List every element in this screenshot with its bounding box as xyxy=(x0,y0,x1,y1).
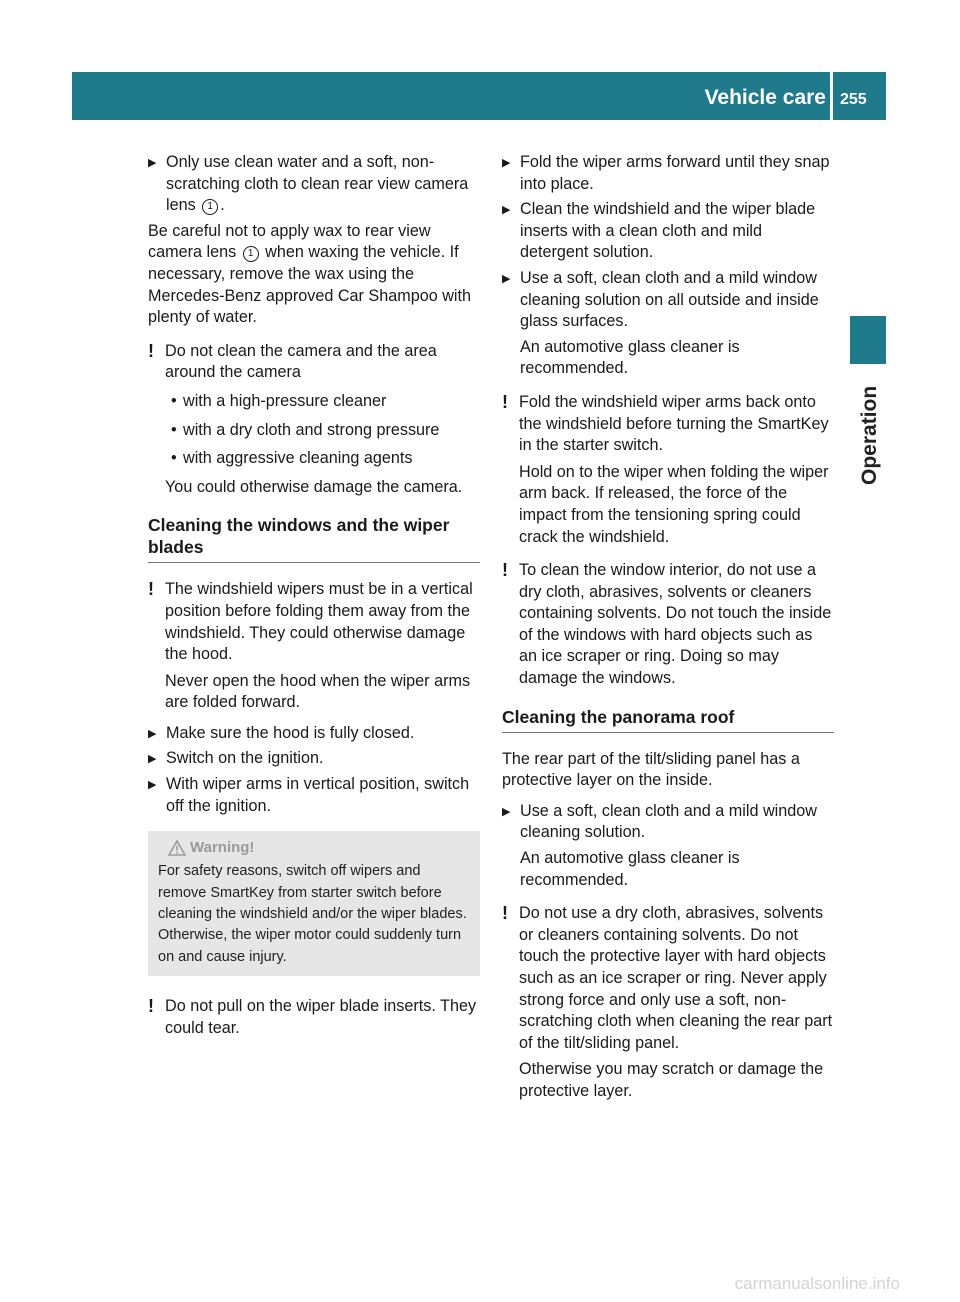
note-wiper-position: ! The windshield wipers must be in a vertical position before folding them away from the windshield. They could otherwise damage the hood. Never open the hood when the wiper arms are folded forward. xyxy=(148,579,473,712)
list-item: • with a high-pressure cleaner xyxy=(171,391,387,410)
side-tab-marker xyxy=(850,316,886,364)
step-vertical-position: ▶ With wiper arms in vertical position, switch off the ignition. xyxy=(148,775,470,815)
step-arrow-icon: ▶ xyxy=(502,157,511,169)
step-arrow-icon: ▶ xyxy=(148,753,157,766)
step-arrow-icon: ▶ xyxy=(502,272,511,285)
caution-icon: ! xyxy=(148,996,154,1017)
note-window-interior: ! To clean the window interior, do not use a dry cloth, abrasives, solvents or cleaners containing solvents. Do not touch the inside of the windows with hard objects such as an ice scraper or ring. Doing so may damage the windows. xyxy=(502,560,832,688)
section-heading-roof: Cleaning the panorama roof xyxy=(502,706,834,733)
caution-icon: ! xyxy=(502,903,508,924)
step-arrow-icon: ▶ xyxy=(502,204,511,217)
left-column xyxy=(148,152,480,1048)
caution-icon: ! xyxy=(502,391,508,412)
step-glass-surfaces: ▶ Use a soft, clean cloth and a mild window cleaning solution on all outside and inside glass surfaces. An automotive glass cleaner is recommended. xyxy=(502,268,819,378)
list-item: • with aggressive cleaning agents xyxy=(171,449,413,468)
step-clean-blades: ▶ Clean the windshield and the wiper blade inserts with a clean cloth and mild detergent solution. xyxy=(502,200,816,262)
section-heading-windows: Cleaning the windows and the wiper blades xyxy=(148,514,480,563)
note-blade-inserts: ! Do not pull on the wiper blade inserts. They could tear. xyxy=(148,996,477,1037)
header-divider xyxy=(830,72,833,120)
step-hood: ▶ Make sure the hood is fully closed. xyxy=(148,723,480,745)
side-tab-label: Operation xyxy=(858,385,881,485)
step-arrow-icon: ▶ xyxy=(148,727,157,740)
watermark: carmanualsonline.info xyxy=(734,1274,900,1293)
caution-icon: ! xyxy=(502,560,508,581)
page-number: 255 xyxy=(840,91,867,108)
caution-icon: ! xyxy=(148,579,154,600)
callout-1-icon: 1 xyxy=(243,246,259,262)
caution-icon: ! xyxy=(148,340,154,361)
right-column xyxy=(502,152,834,1112)
warning-box xyxy=(148,831,480,976)
warning-triangle-icon xyxy=(168,840,186,856)
step-roof-clean: ▶ Use a soft, clean cloth and a mild window cleaning solution. An automotive glass cleaner is recommended. xyxy=(502,801,817,889)
list-item: • with a dry cloth and strong pressure xyxy=(171,420,440,439)
note-camera: ! Do not clean the camera and the area around the camera • with a high-pressure cleaner • with a dry cloth and strong pressure • with aggressive cleaning agents You could otherwise damage the camera. xyxy=(148,341,480,499)
section-title: Vehicle care xyxy=(704,86,826,109)
note-fold-back: ! Fold the windshield wiper arms back onto the windshield before turning the SmartKey in the starter switch. Hold on to the wiper when folding the wiper arm back. If released, the force of the impact from the tensioning spring could crack the windshield. xyxy=(502,391,829,546)
step-arrow-icon: ▶ xyxy=(148,157,157,169)
step-clean-lens: ▶ Only use clean water and a soft, non-scratching cloth to clean rear view camera lens 1 . xyxy=(148,153,469,215)
note-protective-layer: ! Do not use a dry cloth, abrasives, solvents or cleaners containing solvents. Do not touch the protective layer with hard objects such as an ice scraper or ring. Never apply strong force and only use a soft, non-scratching cloth when cleaning the rear part of the tilt/sliding panel. Otherwise you may scratch or damage the protective layer. xyxy=(502,903,833,1100)
step-arrow-icon: ▶ xyxy=(148,779,157,792)
step-ignition: ▶ Switch on the ignition. xyxy=(148,748,480,770)
callout-1-icon: 1 xyxy=(202,199,218,215)
wax-paragraph: Be careful not to apply wax to rear view camera lens 1 when waxing the vehicle. If necessary, remove the wax using the Mercedes-Benz approved Car Shampoo with plenty of water. xyxy=(148,221,472,327)
roof-paragraph: The rear part of the tilt/sliding panel has a protective layer on the inside. xyxy=(502,749,800,790)
step-arrow-icon: ▶ xyxy=(502,805,511,818)
warning-text: For safety reasons, switch off wipers and remove SmartKey from starter switch before cleaning the windshield and/or the wiper blades. Otherwise, the wiper motor could suddenly turn on and cause injury. xyxy=(158,863,467,965)
warning-heading: Warning! xyxy=(158,837,470,859)
step-fold-wipers: ▶ Fold the wiper arms forward until they snap into place. xyxy=(502,153,830,193)
